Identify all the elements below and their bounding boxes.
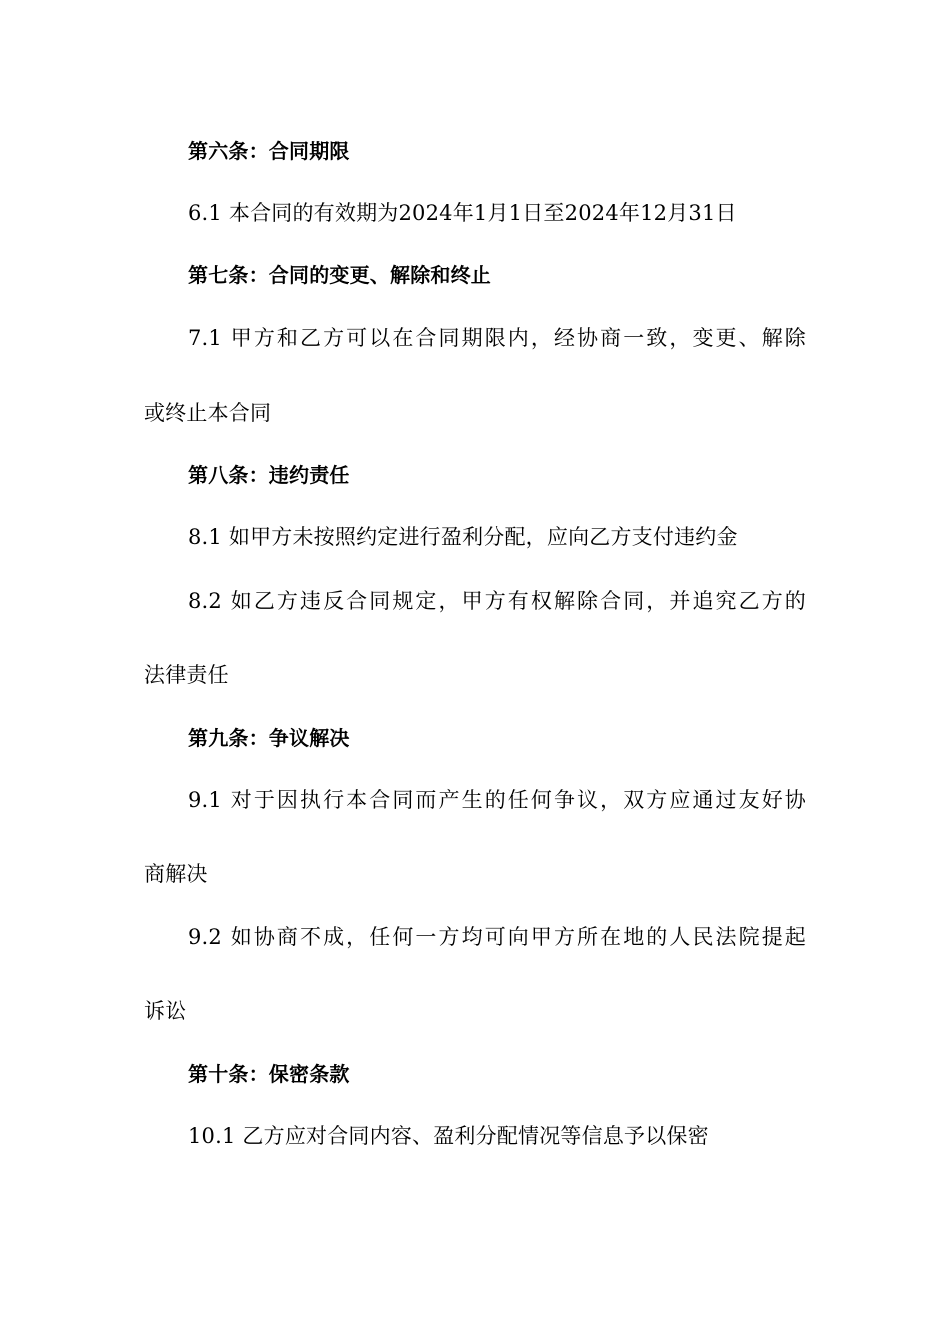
clause-10-1: 10.1 乙方应对合同内容、盈利分配情况等信息予以保密 — [188, 1124, 709, 1148]
clause-8-1: 8.1 如甲方未按照约定进行盈利分配，应向乙方支付违约金 — [188, 525, 738, 549]
clause-9-1-line-2: 商解决 — [144, 862, 208, 886]
article-6-heading: 第六条：合同期限 — [188, 139, 350, 163]
clause-9-2-line-1: 9.2 如协商不成，任何一方均可向甲方所在地的人民法院提起 — [188, 925, 806, 949]
article-9-heading: 第九条：争议解决 — [188, 726, 350, 750]
article-7-heading: 第七条：合同的变更、解除和终止 — [188, 263, 491, 287]
clause-9-2-line-2: 诉讼 — [144, 999, 187, 1023]
clause-8-2-line-2: 法律责任 — [144, 663, 229, 687]
article-8-heading: 第八条：违约责任 — [188, 463, 350, 487]
clause-9-1-line-1: 9.1 对于因执行本合同而产生的任何争议，双方应通过友好协 — [188, 788, 806, 812]
article-10-heading: 第十条：保密条款 — [188, 1062, 350, 1086]
clause-8-2-line-1: 8.2 如乙方违反合同规定，甲方有权解除合同，并追究乙方的 — [188, 589, 806, 613]
clause-7-1-line-1: 7.1 甲方和乙方可以在合同期限内，经协商一致，变更、解除 — [188, 326, 806, 350]
clause-7-1-line-2: 或终止本合同 — [144, 401, 272, 425]
clause-6-1: 6.1 本合同的有效期为2024年1月1日至2024年12月31日 — [188, 201, 737, 225]
